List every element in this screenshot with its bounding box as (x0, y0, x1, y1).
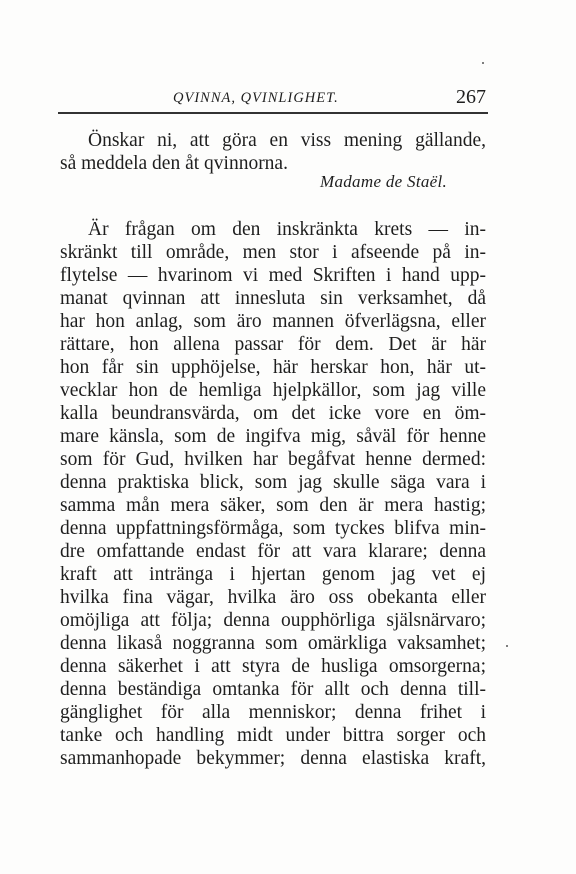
body-line: samma mån mera säker, som den är mera hastig; (60, 495, 486, 516)
body-line: kraft att intränga i hjertan genom jag vet ej (60, 564, 486, 585)
body-line: kalla beundransvärda, om det icke vore en öm- (60, 403, 486, 424)
body-line: skränkt till område, men stor i afseende på in- (60, 242, 486, 263)
running-title: QVINNA, QVINLIGHET. (173, 90, 339, 106)
page-number: 267 (456, 86, 486, 108)
quote-attribution: Madame de Staël. (320, 172, 448, 191)
body-line: manat qvinnan att innesluta sin verksamhet, då (60, 288, 486, 309)
quote-line: Önskar ni, att göra en viss mening gällande, (88, 130, 486, 151)
body-line: flytelse — hvarinom vi med Skriften i hand upp- (60, 265, 486, 286)
body-line: sammanhopade bekymmer; denna elastiska kraft, (60, 748, 486, 769)
body-line: som för Gud, hvilken har begåfvat henne dermed: (60, 449, 486, 470)
body-line: dre omfattande endast för att vara klarare; denna (60, 541, 486, 562)
body-line: denna beständiga omtanka för allt och denna till- (60, 679, 486, 700)
body-line: omöjliga att följa; denna oupphörliga själsnärvaro; (60, 610, 486, 631)
body-line: Är frågan om den inskränkta krets — in- (88, 219, 486, 240)
body-line: vecklar hon de hemliga hjelpkällor, som jag ville (60, 380, 486, 401)
body-line: denna praktiska blick, som jag skulle säga vara i (60, 472, 486, 493)
body-line: har hon anlag, som äro mannen öfverlägsna, eller (60, 311, 486, 332)
body-line: gänglighet för alla menniskor; denna frihet i (60, 702, 486, 723)
body-line: denna uppfattningsförmåga, som tyckes blifva min- (60, 518, 486, 539)
body-line: mare känsla, som de ingifva mig, såväl för henne (60, 426, 486, 447)
body-line: denna säkerhet i att styra de husliga omsorgerna; (60, 656, 486, 677)
body-line: rättare, hon allena passar för dem. Det är här (60, 334, 486, 355)
running-head (58, 86, 488, 110)
quote-line: så meddela den åt qvinnorna. (60, 153, 288, 174)
body-line: hvilka fina vägar, hvilka äro oss obekanta eller (60, 587, 486, 608)
print-speck (506, 645, 508, 647)
body-line: denna likaså noggranna som omärkliga vaksamhet; (60, 633, 486, 654)
body-line: tanke och handling midt under bittra sorger och (60, 725, 486, 746)
header-rule (58, 112, 488, 114)
print-speck (482, 62, 484, 64)
body-line: hon får sin upphöjelse, här herskar hon, här ut- (60, 357, 486, 378)
